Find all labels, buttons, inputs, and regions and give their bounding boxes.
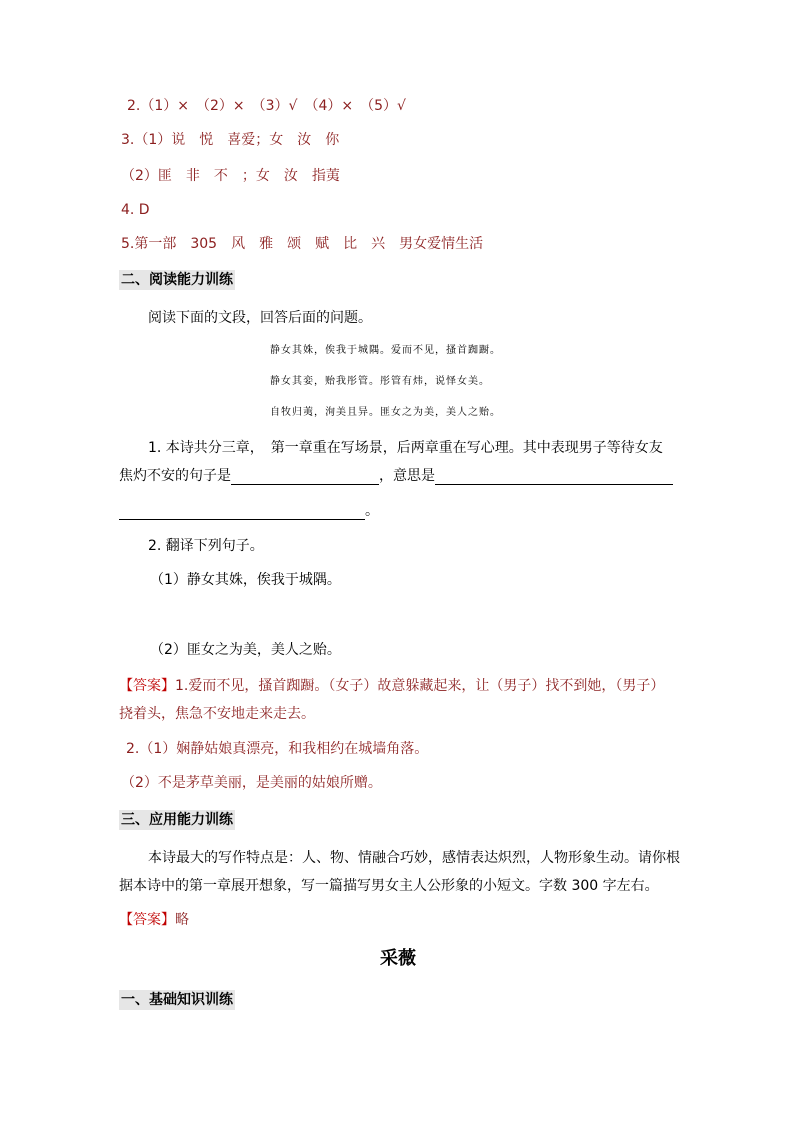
answer-translation-2: （2）不是茅草美丽，是美丽的姑娘所赠。 (121, 775, 382, 791)
answer-q3-2: （2）匪 非 不 ；女 汝 指荑 (121, 168, 340, 184)
answer-blank-meaning[interactable] (435, 470, 673, 485)
answer-reading-text-1: 1.爱而不见，搔首踟蹰。（女子）故意躲藏起来，让（男子）找不到她，（男子） (175, 678, 665, 694)
poem-line-3: 自牧归荑，洵美且异。匪女之为美，美人之贻。 (270, 407, 501, 418)
answer-blank-sentence[interactable] (231, 470, 379, 485)
poem-line-2: 静女其娈，贻我彤管。彤管有炜，说怿女美。 (270, 376, 490, 387)
answer-q5: 5.第一部 305 风 雅 颂 赋 比 兴 男女爱情生活 (121, 236, 484, 252)
section-heading-reading: 二、阅读能力训练 (121, 272, 233, 288)
question-1-line-1: 1. 本诗共分三章， 第一章重在写场景，后两章重在写心理。其中表现男子等待女友 (148, 440, 663, 456)
answer-reading-line-1 (119, 677, 664, 695)
poem-line-1: 静女其姝，俟我于城隅。爱而不见，搔首踟蹰。 (270, 345, 501, 356)
answer-tag: 【答案】 (119, 678, 175, 694)
answer-tag: 【答案】 (119, 912, 175, 928)
section-heading-basics: 一、基础知识训练 (121, 992, 233, 1008)
question-1-prompt-b: ，意思是 (379, 468, 435, 484)
application-answer-text: 略 (175, 912, 189, 928)
answer-translation-1: 2.（1）娴静姑娘真漂亮，和我相约在城墙角落。 (126, 741, 429, 757)
question-1-line-3 (119, 502, 379, 520)
answer-reading-line-2: 挠着头，焦急不安地走来走去。 (119, 706, 315, 722)
question-1-line-2 (119, 467, 673, 485)
application-text-line-1: 本诗最大的写作特点是：人、物、情融合巧妙，感情表达炽烈，人物形象生动。请你根 (148, 850, 680, 866)
application-answer (119, 911, 189, 929)
answer-q3-1: 3.（1）说 悦 喜爱；女 汝 你 (121, 132, 340, 148)
section-heading-application: 三、应用能力训练 (121, 812, 233, 828)
question-2-item-2: （2）匪女之为美，美人之贻。 (150, 642, 341, 658)
question-1-end: 。 (365, 503, 379, 519)
answer-q2: 2.（1）× （2）× （3）√ （4）× （5）√ (127, 98, 406, 114)
answer-blank-meaning-continued[interactable] (119, 505, 365, 520)
lesson-title: 采薇 (380, 948, 416, 969)
reading-intro: 阅读下面的文段，回答后面的问题。 (148, 310, 372, 326)
question-2-item-1: （1）静女其姝，俟我于城隅。 (150, 572, 341, 588)
question-2-title: 2. 翻译下列句子。 (148, 538, 264, 554)
answer-q4: 4. D (121, 202, 150, 218)
application-text-line-2: 据本诗中的第一章展开想象，写一篇描写男女主人公形象的小短文。字数 300 字左右。 (119, 878, 659, 894)
question-1-prompt-a: 焦灼不安的句子是 (119, 468, 231, 484)
